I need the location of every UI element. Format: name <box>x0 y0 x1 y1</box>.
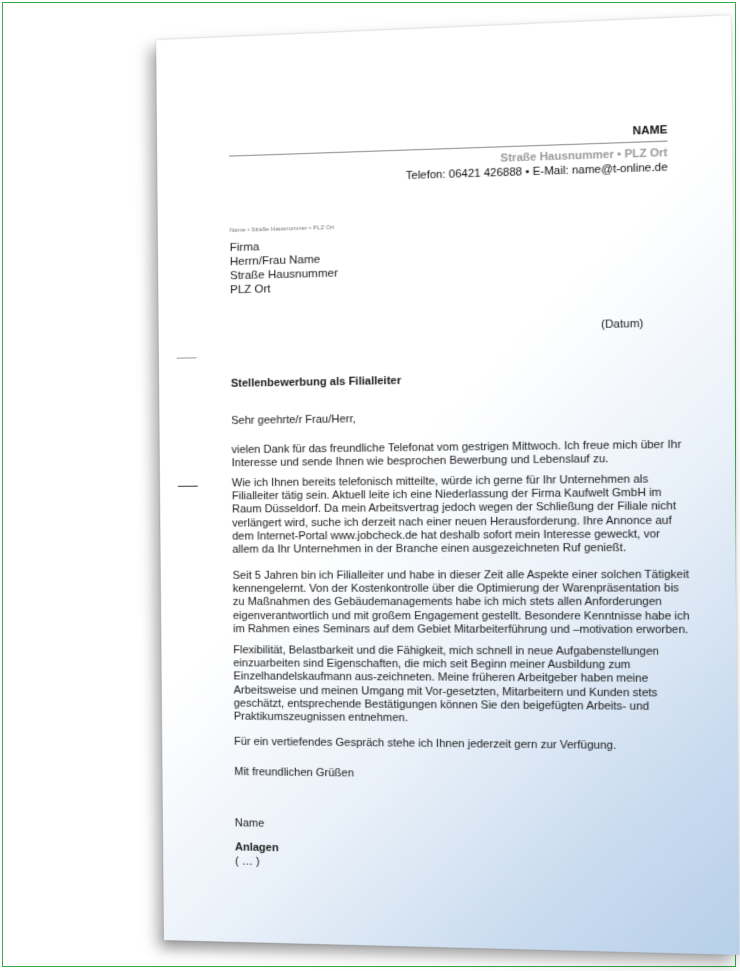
return-address-line: Name • Straße Hausnummer • PLZ Ort <box>229 224 335 235</box>
body-paragraph: Seit 5 Jahren bin ich Filialleiter und habe in dieser Zeit alle Aspekte einer solchen Tätigkeit kennengelernt. Von der Kostenkontrolle über die Optimierung der Warenpräsentation bis zu Maßnahmen des Gebäudemanagements habe ich mich stets allen Anforderungen eigenverantwortlich und mit großem Engagement gestellt. Besondere Kenntnisse habe ich im Rahmen eines Seminars auf dem Gebiet Mitarbeiterführung und –motivation erworben. <box>232 568 690 637</box>
recipient-person: Herrn/Frau Name <box>229 253 321 269</box>
recipient-block <box>230 238 338 297</box>
letter-subject: Stellenbewerbung als Filialleiter <box>230 374 402 390</box>
body-paragraph: Wie ich Ihnen bereits telefonisch mitteilte, würde ich gerne für Ihr Unternehmen als Filialleiter tätig sein. Aktuell leite ich eine Niederlassung der Firma Kaufwelt GmbH im Raum Düsseldorf. Da mein Arbeitsvertrag jedoch wegen der Schließung der Filiale nicht verlängert wird, suche ich derzeit nach einer neuen Herausforderung. Ihre Annonce auf dem Internet-Portal www.jobcheck.de hat deshalb sofort mein Interesse geweckt, vor allem da Ihr Unternehmen in der Branche einen ausgezeichneten Ruf genießt. <box>231 473 677 556</box>
letter-date: (Datum) <box>601 317 644 332</box>
body-paragraph: vielen Dank für das freundliche Telefonat vom gestrigen Mittwoch. Ich freue mich über Ihr Interesse und sende Ihnen wie besprochen Bewerbung und Lebenslauf zu. <box>231 438 682 470</box>
signature-name: Name <box>234 817 265 830</box>
sender-contact: Telefon: 06421 426888 • E-Mail: name@t-online.de <box>405 161 668 183</box>
attachments-label: Anlagen <box>234 841 279 855</box>
body-paragraph: Flexibilität, Belastbarkeit und die Fähigkeit, mich schnell in neue Aufgabenstellungen einzuarbeiten sind Eigenschaften, die mich seit Beginn meiner Ausbildung zum Einzelhandelskaufmann aus-zeichneten. Meine früheren Arbeitgeber haben meine Arbeitsweise und meinen Umgang mit Vor-gesetzten, Mitarbeitern und Kunden stets geschätzt, entsprechende Bestätigungen können Sie den beigefügten Arbeits- und Praktikumszeugnissen entnehmen. <box>233 644 660 725</box>
punch-mark <box>178 486 198 487</box>
recipient-street: Straße Hausnummer <box>229 267 339 283</box>
recipient-company: Firma <box>229 241 260 255</box>
greeting: Mit freundlichen Grüßen <box>234 765 354 780</box>
closing-sentence: Für ein vertiefendes Gespräch stehe ich Ihnen jederzeit gern zur Verfügung. <box>234 735 617 752</box>
sender-name: NAME <box>632 123 668 138</box>
letter-page <box>156 15 739 955</box>
sender-address: Straße Hausnummer • PLZ Ort <box>500 146 668 165</box>
attachments-items: ( … ) <box>235 855 260 869</box>
recipient-city: PLZ Ort <box>230 283 271 297</box>
fold-mark <box>177 357 197 358</box>
salutation: Sehr geehrte/r Frau/Herr, <box>231 413 356 428</box>
